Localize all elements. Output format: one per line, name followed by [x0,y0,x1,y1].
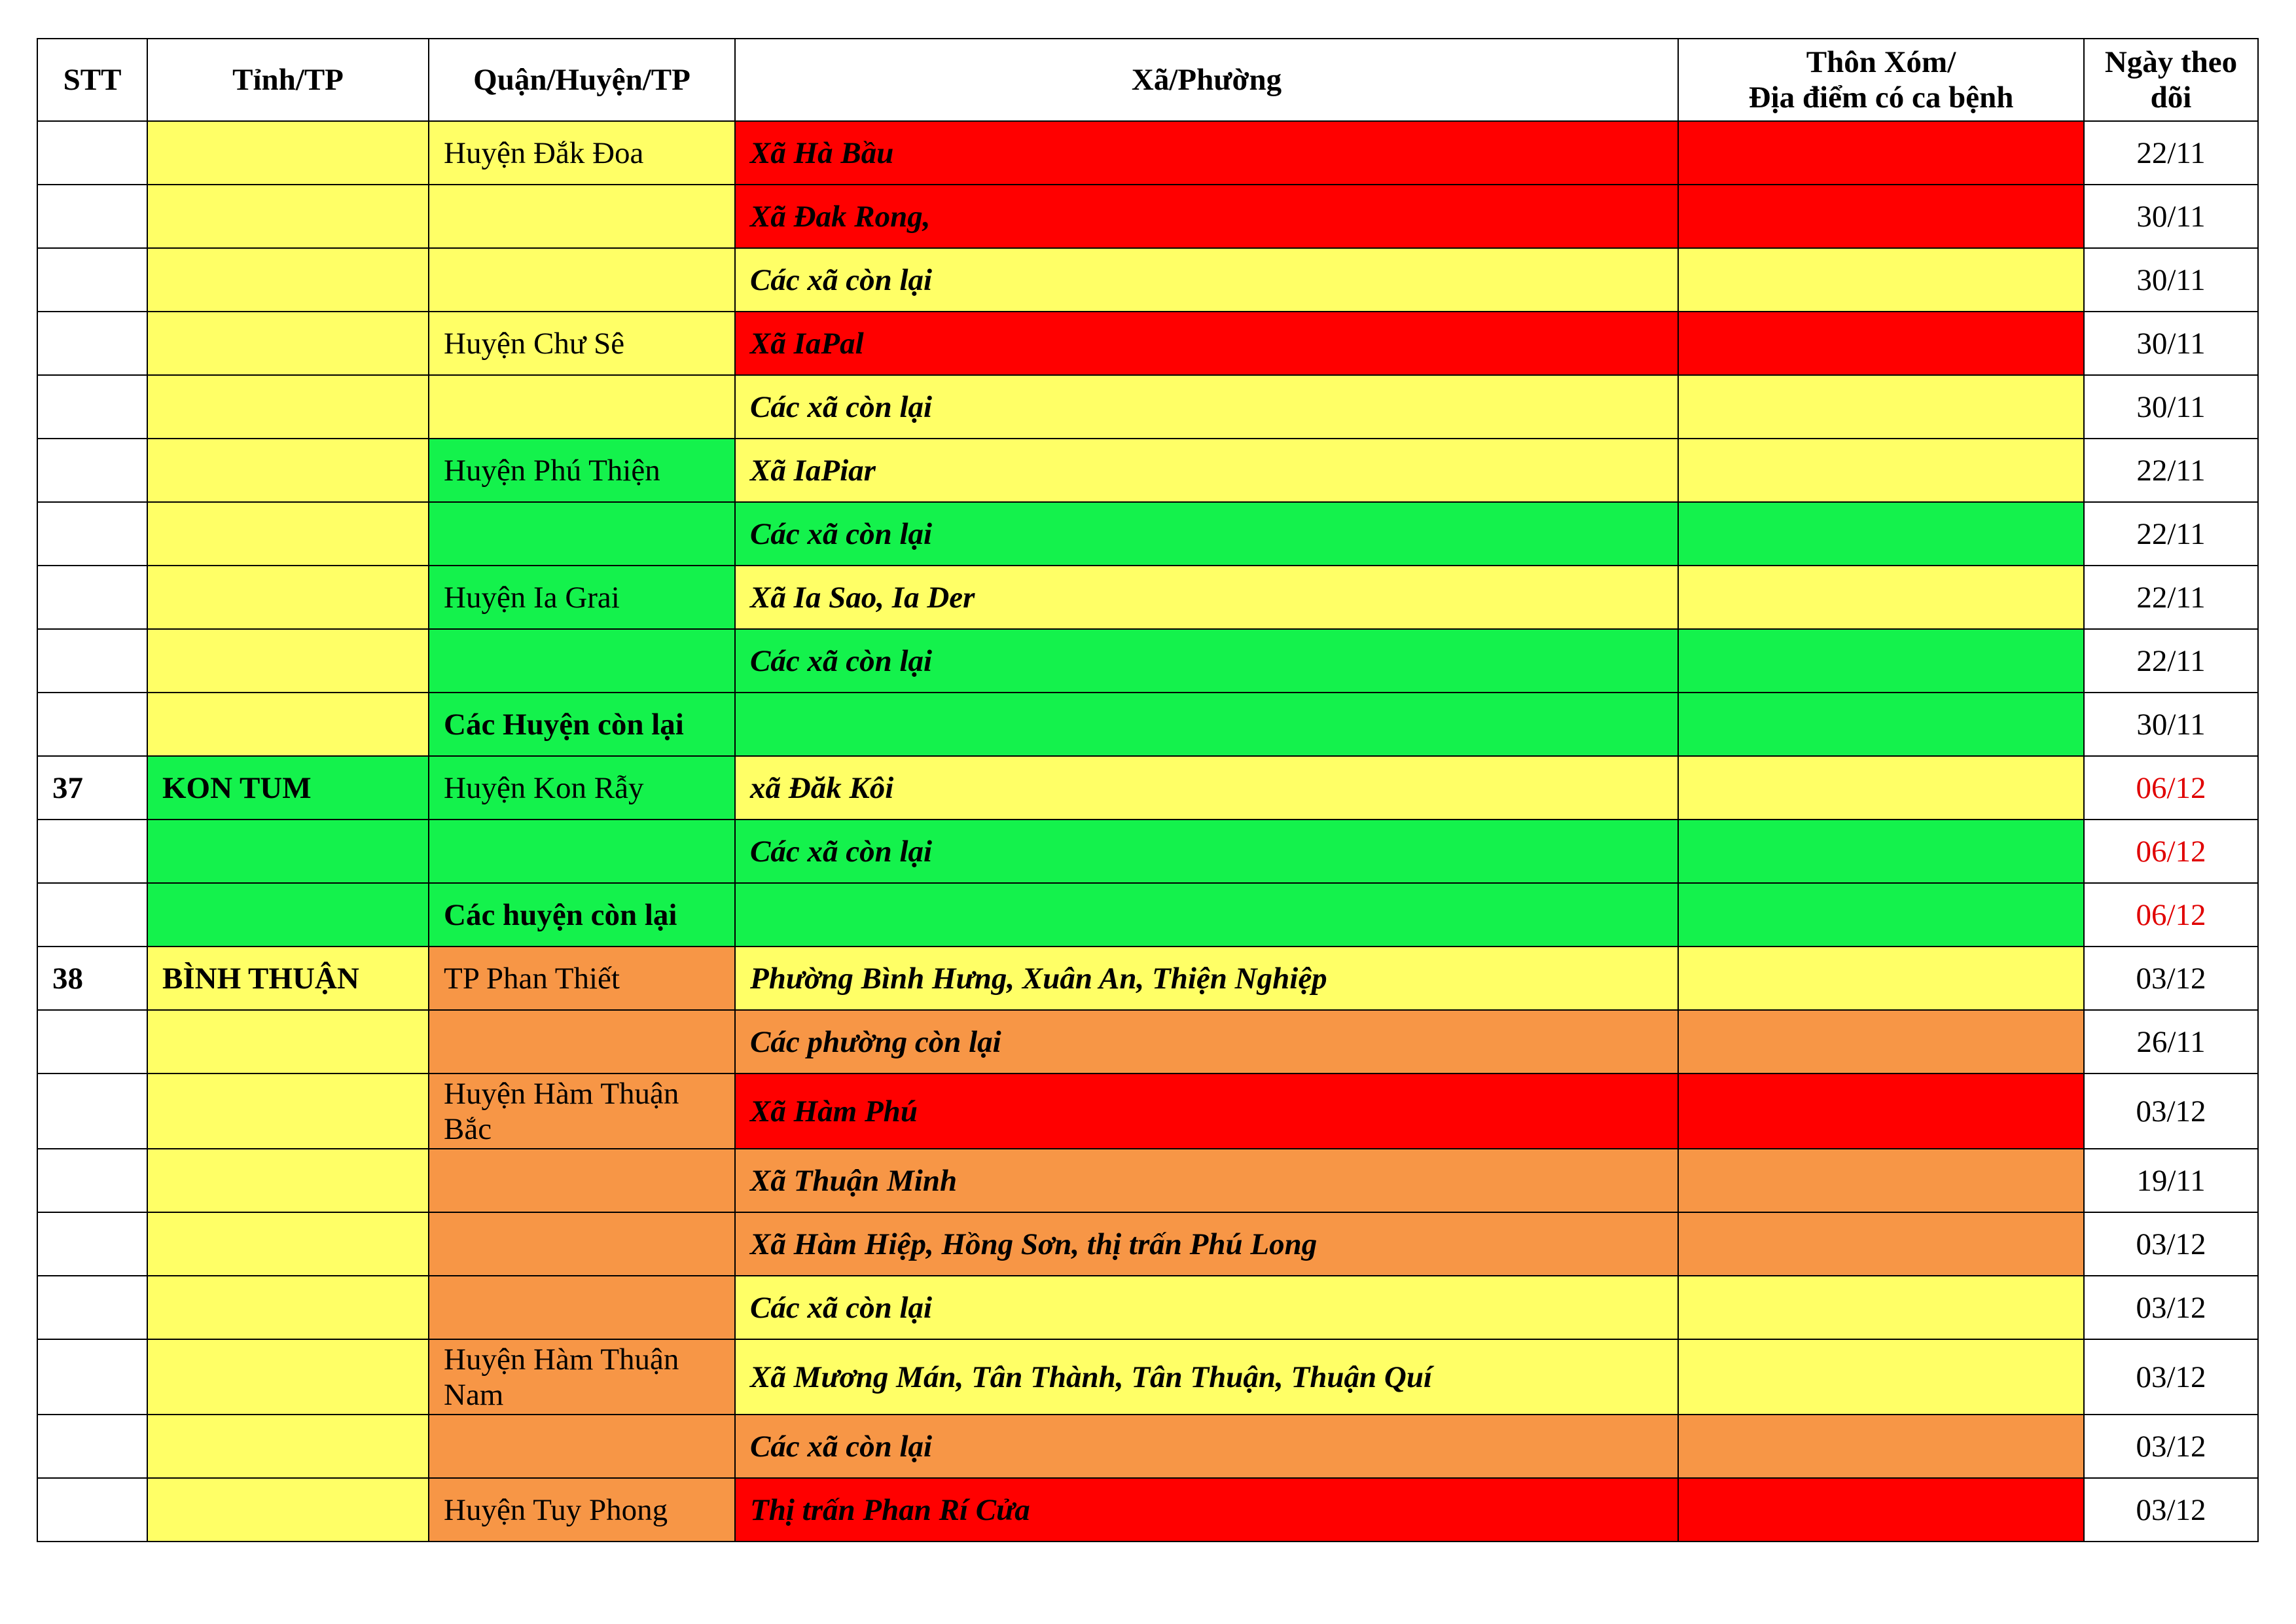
tinh-cell [147,121,429,185]
stt-cell [37,820,147,883]
table-row [37,1149,2258,1212]
huyen-cell: Huyện Tuy Phong [429,1478,735,1542]
xa-cell: Các xã còn lại [735,629,1678,693]
ngay-cell: 22/11 [2084,566,2258,629]
huyen-cell [429,502,735,566]
table-row [37,185,2258,248]
huyen-cell: TP Phan Thiết [429,947,735,1010]
ngay-cell: 06/12 [2084,883,2258,947]
stt-cell: 38 [37,947,147,1010]
header-thon-line1: Thôn Xóm/ [1806,45,1956,79]
table-row [37,248,2258,312]
xa-cell: Các xã còn lại [735,375,1678,439]
thon-cell [1678,1212,2084,1276]
ngay-cell: 03/12 [2084,1276,2258,1339]
header-thon [1678,39,2084,121]
xa-cell: Xã Hàm Phú [735,1074,1678,1149]
huyen-cell [429,375,735,439]
xa-cell [735,883,1678,947]
huyen-cell [429,1010,735,1074]
stt-cell [37,375,147,439]
stt-cell [37,883,147,947]
table-row [37,883,2258,947]
header-stt: STT [37,39,147,121]
ngay-cell: 06/12 [2084,756,2258,820]
stt-cell [37,1010,147,1074]
huyen-cell: Huyện Phú Thiện [429,439,735,502]
thon-cell [1678,1276,2084,1339]
huyen-line2: Nam [444,1377,504,1412]
ngay-cell: 03/12 [2084,1415,2258,1478]
thon-cell [1678,756,2084,820]
tinh-cell [147,1010,429,1074]
tinh-cell [147,1276,429,1339]
huyen-cell [429,1149,735,1212]
stt-cell [37,1415,147,1478]
huyen-line1: Huyện Hàm Thuận [444,1342,679,1377]
ngay-cell: 22/11 [2084,121,2258,185]
ngay-cell: 06/12 [2084,820,2258,883]
table-row [37,1339,2258,1415]
thon-cell [1678,121,2084,185]
xa-cell: Xã Thuận Minh [735,1149,1678,1212]
xa-cell: Các xã còn lại [735,502,1678,566]
tinh-cell: BÌNH THUẬN [147,947,429,1010]
thon-cell [1678,248,2084,312]
thon-cell [1678,693,2084,756]
thon-cell [1678,375,2084,439]
tinh-cell [147,1212,429,1276]
xa-cell: Các phường còn lại [735,1010,1678,1074]
table-row [37,1074,2258,1149]
xa-cell: Các xã còn lại [735,820,1678,883]
huyen-cell [429,1276,735,1339]
stt-cell [37,439,147,502]
huyen-cell [429,185,735,248]
table-row [37,1276,2258,1339]
stt-cell [37,185,147,248]
ngay-cell: 30/11 [2084,185,2258,248]
table-row [37,1478,2258,1542]
thon-cell [1678,185,2084,248]
tinh-cell [147,566,429,629]
ngay-cell: 22/11 [2084,629,2258,693]
huyen-cell: Huyện Đắk Đoa [429,121,735,185]
xa-cell: Các xã còn lại [735,1415,1678,1478]
thon-cell [1678,439,2084,502]
table-row [37,693,2258,756]
ngay-cell: 03/12 [2084,1339,2258,1415]
huyen-cell: Các huyện còn lại [429,883,735,947]
stt-cell [37,248,147,312]
xa-cell: Phường Bình Hưng, Xuân An, Thiện Nghiệp [735,947,1678,1010]
tinh-cell [147,1074,429,1149]
thon-cell [1678,312,2084,375]
outbreak-table [37,38,2259,1542]
stt-cell [37,693,147,756]
thon-cell [1678,1478,2084,1542]
table-row [37,1415,2258,1478]
table-row [37,439,2258,502]
stt-cell [37,1276,147,1339]
tinh-cell [147,693,429,756]
thon-cell [1678,1339,2084,1415]
tinh-cell [147,629,429,693]
xa-cell: Xã Mương Mán, Tân Thành, Tân Thuận, Thuận Quí [735,1339,1678,1415]
tinh-cell [147,1149,429,1212]
huyen-line2: Bắc [444,1111,492,1146]
ngay-cell: 19/11 [2084,1149,2258,1212]
table-row [37,1010,2258,1074]
huyen-cell [429,1339,735,1415]
thon-cell [1678,883,2084,947]
stt-cell [37,312,147,375]
stt-cell: 37 [37,756,147,820]
stt-cell [37,502,147,566]
table-row [37,1212,2258,1276]
ngay-cell: 22/11 [2084,439,2258,502]
xa-cell: Xã Hàm Hiệp, Hồng Sơn, thị trấn Phú Long [735,1212,1678,1276]
tinh-cell [147,1339,429,1415]
xa-cell: Các xã còn lại [735,248,1678,312]
ngay-cell: 30/11 [2084,248,2258,312]
ngay-cell: 03/12 [2084,947,2258,1010]
ngay-cell: 30/11 [2084,375,2258,439]
huyen-cell [429,629,735,693]
ngay-cell: 03/12 [2084,1478,2258,1542]
stt-cell [37,629,147,693]
stt-cell [37,121,147,185]
thon-cell [1678,502,2084,566]
thon-cell [1678,820,2084,883]
tinh-cell [147,375,429,439]
stt-cell [37,1339,147,1415]
huyen-cell: Các Huyện còn lại [429,693,735,756]
table-row [37,375,2258,439]
table-row [37,502,2258,566]
stt-cell [37,1478,147,1542]
huyen-line1: Huyện Hàm Thuận [444,1076,679,1111]
huyen-cell [429,1074,735,1149]
xa-cell [735,693,1678,756]
huyen-cell [429,248,735,312]
header-tinh: Tỉnh/TP [147,39,429,121]
xa-cell: Xã Ia Sao, Ia Der [735,566,1678,629]
xa-cell: xã Đăk Kôi [735,756,1678,820]
tinh-cell [147,248,429,312]
header-ngay-line1: Ngày theo [2104,45,2238,79]
table-row [37,756,2258,820]
thon-cell [1678,629,2084,693]
thon-cell [1678,566,2084,629]
thon-cell [1678,1010,2084,1074]
table-row [37,947,2258,1010]
ngay-cell: 22/11 [2084,502,2258,566]
huyen-cell: Huyện Chư Sê [429,312,735,375]
stt-cell [37,1212,147,1276]
tinh-cell [147,820,429,883]
xa-cell: Thị trấn Phan Rí Cửa [735,1478,1678,1542]
header-xa: Xã/Phường [735,39,1678,121]
ngay-cell: 03/12 [2084,1212,2258,1276]
header-ngay-line2: dõi [2150,81,2192,115]
xa-cell: Xã Đak Rong, [735,185,1678,248]
stt-cell [37,1074,147,1149]
huyen-cell: Huyện Kon Rẫy [429,756,735,820]
xa-cell: Xã IaPiar [735,439,1678,502]
tinh-cell [147,1415,429,1478]
ngay-cell: 26/11 [2084,1010,2258,1074]
ngay-cell: 30/11 [2084,693,2258,756]
xa-cell: Xã Hà Bầu [735,121,1678,185]
tinh-cell [147,883,429,947]
huyen-cell [429,1415,735,1478]
thon-cell [1678,1074,2084,1149]
stt-cell [37,1149,147,1212]
table-row [37,121,2258,185]
thon-cell [1678,947,2084,1010]
huyen-cell: Huyện Ia Grai [429,566,735,629]
table-row [37,820,2258,883]
header-huyen: Quận/Huyện/TP [429,39,735,121]
tinh-cell [147,502,429,566]
thon-cell [1678,1415,2084,1478]
thon-cell [1678,1149,2084,1212]
tinh-cell [147,185,429,248]
tinh-cell [147,312,429,375]
header-ngay [2084,39,2258,121]
huyen-cell [429,1212,735,1276]
ngay-cell: 03/12 [2084,1074,2258,1149]
xa-cell: Các xã còn lại [735,1276,1678,1339]
header-thon-line2: Địa điểm có ca bệnh [1748,81,2014,115]
header-row [37,39,2258,121]
tinh-cell [147,1478,429,1542]
table-row [37,312,2258,375]
xa-cell: Xã IaPal [735,312,1678,375]
stt-cell [37,566,147,629]
tinh-cell [147,439,429,502]
tinh-cell: KON TUM [147,756,429,820]
table-row [37,629,2258,693]
ngay-cell: 30/11 [2084,312,2258,375]
huyen-cell [429,820,735,883]
table-row [37,566,2258,629]
